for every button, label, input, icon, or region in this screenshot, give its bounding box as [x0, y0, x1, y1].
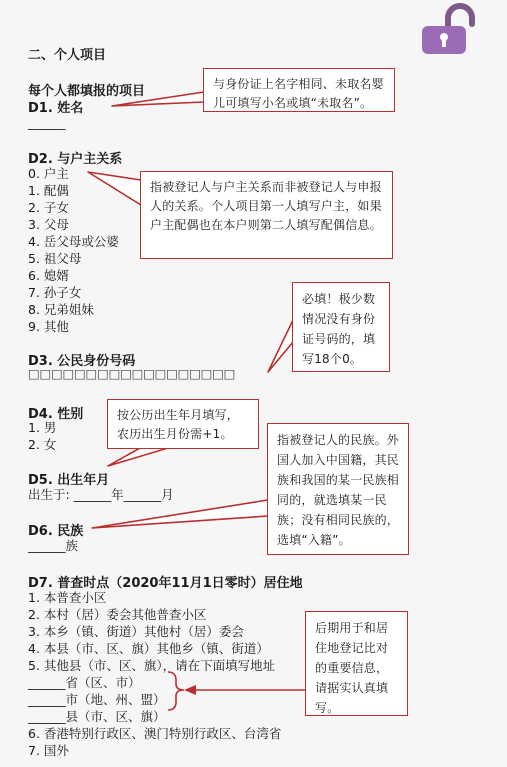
option[interactable]: 4. 本县（市、区、旗）其他乡（镇、街道）: [28, 641, 269, 656]
d1-blank[interactable]: ______: [28, 115, 66, 130]
birth-line[interactable]: 出生于: ______年______月: [28, 487, 174, 502]
option[interactable]: 6. 媳婿: [28, 268, 69, 283]
option[interactable]: 2. 子女: [28, 200, 69, 215]
option[interactable]: 1. 男: [28, 420, 57, 435]
callout-birth: 按公历出生年月填写，农历出生月份需+1。: [107, 399, 259, 449]
ethnic-line[interactable]: ______族: [28, 538, 79, 553]
address-line[interactable]: ______县（市、区、旗）: [28, 709, 166, 724]
d7-title: D7. 普查时点（2020年11月1日零时）居住地: [28, 576, 303, 591]
id-number-boxes[interactable]: □□□□□□□□□□□□□□□□□□: [28, 366, 236, 381]
option[interactable]: 5. 祖父母: [28, 251, 82, 266]
option[interactable]: 3. 本乡（镇、街道）其他村（居）委会: [28, 624, 244, 639]
callout-ethnic: 指被登记人的民族。外国人加入中国籍，其民族和我国的某一民族相同的，就选填某一民族；没有相同民族的，选填“入籍”。: [267, 423, 409, 555]
callout-relation: 指被登记人与户主关系而非被登记人与申报人的关系。个人项目第一人填写户主，如果户主配偶也在本户则第二人填写配偶信息。: [140, 171, 393, 259]
d6-title: D6. 民族: [28, 524, 84, 539]
d1-title: D1. 姓名: [28, 101, 84, 116]
d4-title: D4. 性别: [28, 407, 84, 422]
address-line[interactable]: ______省（区、市）: [28, 675, 141, 690]
each-person-title: 每个人都填报的项目: [28, 84, 146, 99]
option[interactable]: 1. 本普查小区: [28, 590, 107, 605]
d3-title: D3. 公民身份号码: [28, 354, 136, 369]
address-line[interactable]: ______市（地、州、盟）: [28, 692, 166, 707]
callout-residence: 后期用于和居住地登记比对的重要信息，请据实认真填写。: [305, 611, 408, 716]
option[interactable]: 8. 兄弟姐妹: [28, 302, 94, 317]
option[interactable]: 7. 国外: [28, 743, 69, 758]
callout-name: 与身份证上名字相同、未取名婴儿可填写小名或填“未取名”。: [203, 68, 395, 112]
d5-title: D5. 出生年月: [28, 473, 110, 488]
option[interactable]: 2. 女: [28, 437, 57, 452]
section-title: 二、个人项目: [28, 48, 107, 63]
option[interactable]: 6. 香港特别行政区、澳门特别行政区、台湾省: [28, 726, 282, 741]
option[interactable]: 1. 配偶: [28, 183, 69, 198]
d2-title: D2. 与户主关系: [28, 152, 123, 167]
callout-id: 必填！极少数情况没有身份证号码的，填写18个0。: [292, 282, 390, 372]
option[interactable]: 9. 其他: [28, 319, 69, 334]
option[interactable]: 3. 父母: [28, 217, 69, 232]
option[interactable]: 4. 岳父母或公婆: [28, 234, 119, 249]
option[interactable]: 5. 其他县（市、区、旗），请在下面填写地址: [28, 658, 276, 673]
option[interactable]: 2. 本村（居）委会其他普查小区: [28, 607, 207, 622]
option[interactable]: 0. 户主: [28, 166, 69, 181]
option[interactable]: 7. 孙子女: [28, 285, 82, 300]
